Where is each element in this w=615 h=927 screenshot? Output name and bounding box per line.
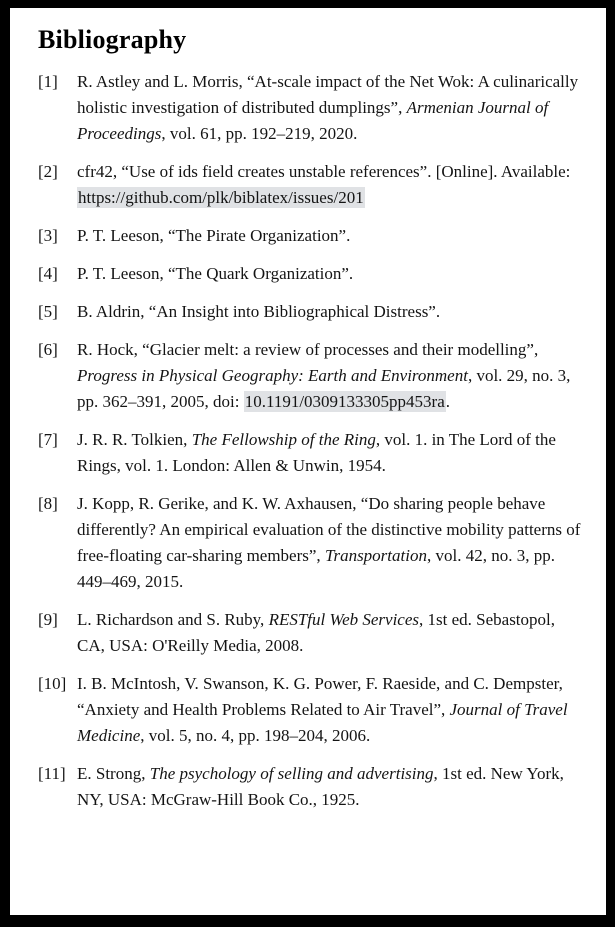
reference-item	[30, 337, 582, 415]
reference-text	[77, 337, 582, 415]
reference-segment: R. Hock, “Glacier melt: a review of processes and their modelling”,	[77, 340, 539, 359]
reference-link[interactable]: 10.1191/0309133305pp453ra	[244, 392, 445, 411]
reference-text	[77, 299, 582, 325]
reference-text	[77, 223, 582, 249]
reference-item	[30, 607, 582, 659]
reference-label: [7]	[38, 430, 58, 449]
reference-segment: J. Kopp, R. Gerike, and K. W. Axhausen, “Do sharing people behave differently? An empirical evaluation of the distinctive mobility patterns of free-floating car-sharing members”,	[77, 494, 581, 565]
reference-segment: cfr42, “Use of ids field creates unstable references”. [Online]. Available:	[77, 162, 571, 181]
reference-segment: , 1st ed. New York, NY, USA: McGraw-Hill Book Co., 1925.	[77, 764, 564, 809]
reference-segment: I. B. McIntosh, V. Swanson, K. G. Power, F. Raeside, and C. Dempster, “Anxiety and Health Problems Related to Air Travel”,	[77, 674, 563, 719]
reference-text	[77, 69, 582, 147]
reference-item	[30, 159, 582, 211]
reference-text	[77, 159, 582, 211]
reference-text	[77, 261, 582, 287]
reference-segment: , vol. 1. in The Lord of the Rings, vol. 1. London: Allen & Unwin, 1954.	[77, 430, 556, 475]
reference-text	[77, 491, 582, 595]
reference-list	[30, 69, 582, 813]
reference-text	[77, 761, 582, 813]
reference-label: [10]	[38, 674, 67, 693]
reference-segment: Armenian Journal of Proceedings	[77, 98, 549, 143]
reference-segment: .	[445, 392, 451, 411]
reference-segment: E. Strong,	[77, 764, 150, 783]
reference-label: [5]	[38, 302, 58, 321]
reference-segment: , vol. 42, no. 3, pp. 449–469, 2015.	[77, 546, 555, 591]
reference-label: [1]	[38, 72, 58, 91]
reference-item	[30, 223, 582, 249]
reference-segment: , 1st ed. Sebastopol, CA, USA: O'Reilly Media, 2008.	[77, 610, 556, 655]
reference-segment: , vol. 29, no. 3, pp. 362–391, 2005, doi:	[77, 366, 571, 411]
reference-segment: , vol. 5, no. 4, pp. 198–204, 2006.	[140, 726, 371, 745]
reference-segment: Journal of Travel Medicine	[77, 700, 568, 745]
reference-item	[30, 299, 582, 325]
page-title: Bibliography	[38, 25, 187, 54]
page-content	[10, 8, 606, 813]
reference-segment: J. R. R. Tolkien,	[77, 430, 192, 449]
reference-text	[77, 427, 582, 479]
reference-item	[30, 671, 582, 749]
reference-label: [6]	[38, 340, 58, 359]
reference-text	[77, 671, 582, 749]
reference-segment: Progress in Physical Geography: Earth and Environment	[77, 366, 468, 385]
reference-item	[30, 761, 582, 813]
reference-segment: RESTful Web Services	[268, 610, 420, 629]
reference-label: [11]	[38, 764, 66, 783]
reference-label: [9]	[38, 610, 58, 629]
reference-segment: , vol. 61, pp. 192–219, 2020.	[161, 124, 358, 143]
reference-segment: P. T. Leeson, “The Quark Organization”.	[77, 264, 354, 283]
reference-segment: B. Aldrin, “An Insight into Bibliographical Distress”.	[77, 302, 441, 321]
reference-segment: The Fellowship of the Ring	[191, 430, 376, 449]
reference-item	[30, 427, 582, 479]
reference-label: [4]	[38, 264, 58, 283]
reference-segment: Transportation	[324, 546, 427, 565]
reference-item	[30, 69, 582, 147]
reference-link[interactable]: https://github.com/plk/biblatex/issues/201	[78, 188, 364, 207]
reference-segment: P. T. Leeson, “The Pirate Organization”.	[77, 226, 351, 245]
reference-segment: The psychology of selling and advertising	[149, 764, 434, 783]
reference-item	[30, 261, 582, 287]
reference-label: [8]	[38, 494, 58, 513]
reference-segment: R. Astley and L. Morris, “At-scale impact of the Net Wok: A culinarically holistic investigation of distributed dumplings”,	[77, 72, 579, 117]
reference-text	[77, 607, 582, 659]
reference-segment: L. Richardson and S. Ruby,	[77, 610, 269, 629]
reference-label: [3]	[38, 226, 58, 245]
reference-label: [2]	[38, 162, 58, 181]
reference-item	[30, 491, 582, 595]
